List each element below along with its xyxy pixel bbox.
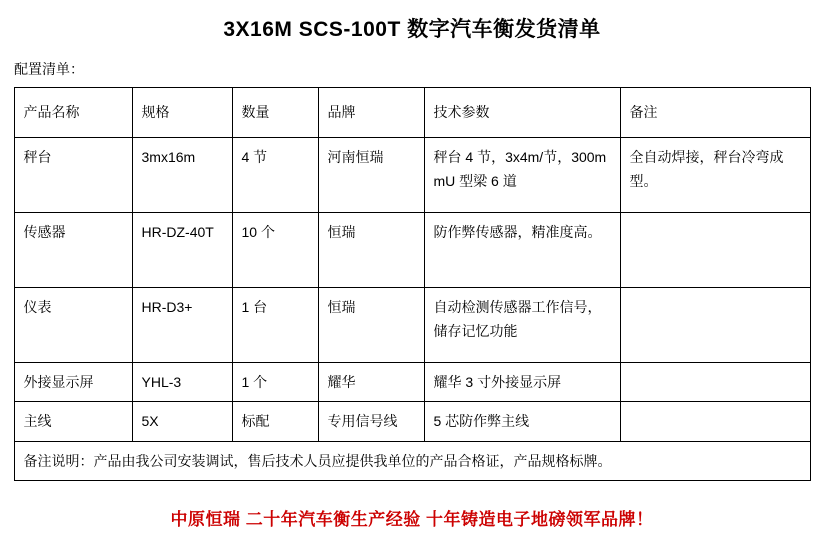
cell-brand: 耀华 xyxy=(318,362,424,402)
cell-name: 传感器 xyxy=(14,212,132,287)
table-row xyxy=(14,137,810,212)
cell-params: 耀华 3 寸外接显示屏 xyxy=(424,362,620,402)
footer-slogan: 中原恒瑞 二十年汽车衡生产经验 十年铸造电子地磅领军品牌！ xyxy=(170,510,654,529)
cell-params: 5 芯防作弊主线 xyxy=(424,402,620,442)
cell-qty: 1 台 xyxy=(232,287,318,362)
cell-name: 外接显示屏 xyxy=(14,362,132,402)
table-note: 备注说明：产品由我公司安装调试，售后技术人员应提供我单位的产品合格证，产品规格标牌。 xyxy=(14,441,810,481)
cell-brand: 河南恒瑞 xyxy=(318,137,424,212)
cell-spec: HR-DZ-40T xyxy=(132,212,232,287)
column-header-params: 技术参数 xyxy=(424,88,620,138)
column-header-qty: 数量 xyxy=(232,88,318,138)
table-row xyxy=(14,362,810,402)
table-row xyxy=(14,212,810,287)
column-header-name: 产品名称 xyxy=(14,88,132,138)
cell-remark xyxy=(620,402,810,442)
cell-remark: 全自动焊接，秤台冷弯成型。 xyxy=(620,137,810,212)
cell-name: 主线 xyxy=(14,402,132,442)
cell-brand: 专用信号线 xyxy=(318,402,424,442)
table-note-row xyxy=(14,441,810,481)
page-title: 3X16M SCS-100T 数字汽车衡发货清单 xyxy=(223,18,601,41)
cell-qty: 4 节 xyxy=(232,137,318,212)
column-header-remark: 备注 xyxy=(620,88,810,138)
cell-params: 自动检测传感器工作信号，储存记忆功能 xyxy=(424,287,620,362)
section-label: 配置清单： xyxy=(14,61,84,77)
cell-remark xyxy=(620,287,810,362)
cell-brand: 恒瑞 xyxy=(318,212,424,287)
cell-remark xyxy=(620,212,810,287)
cell-spec: 3mx16m xyxy=(132,137,232,212)
cell-brand: 恒瑞 xyxy=(318,287,424,362)
cell-remark xyxy=(620,362,810,402)
cell-name: 秤台 xyxy=(14,137,132,212)
table-header-row xyxy=(14,88,810,138)
table-row xyxy=(14,287,810,362)
table-row xyxy=(14,402,810,442)
cell-spec: 5X xyxy=(132,402,232,442)
cell-qty: 1 个 xyxy=(232,362,318,402)
cell-qty: 10 个 xyxy=(232,212,318,287)
cell-name: 仪表 xyxy=(14,287,132,362)
column-header-spec: 规格 xyxy=(132,88,232,138)
cell-qty: 标配 xyxy=(232,402,318,442)
cell-spec: HR-D3+ xyxy=(132,287,232,362)
column-header-brand: 品牌 xyxy=(318,88,424,138)
cell-params: 秤台 4 节，3x4m/节，300mmU 型梁 6 道 xyxy=(424,137,620,212)
configuration-table xyxy=(14,87,811,481)
cell-params: 防作弊传感器，精准度高。 xyxy=(424,212,620,287)
cell-spec: YHL-3 xyxy=(132,362,232,402)
